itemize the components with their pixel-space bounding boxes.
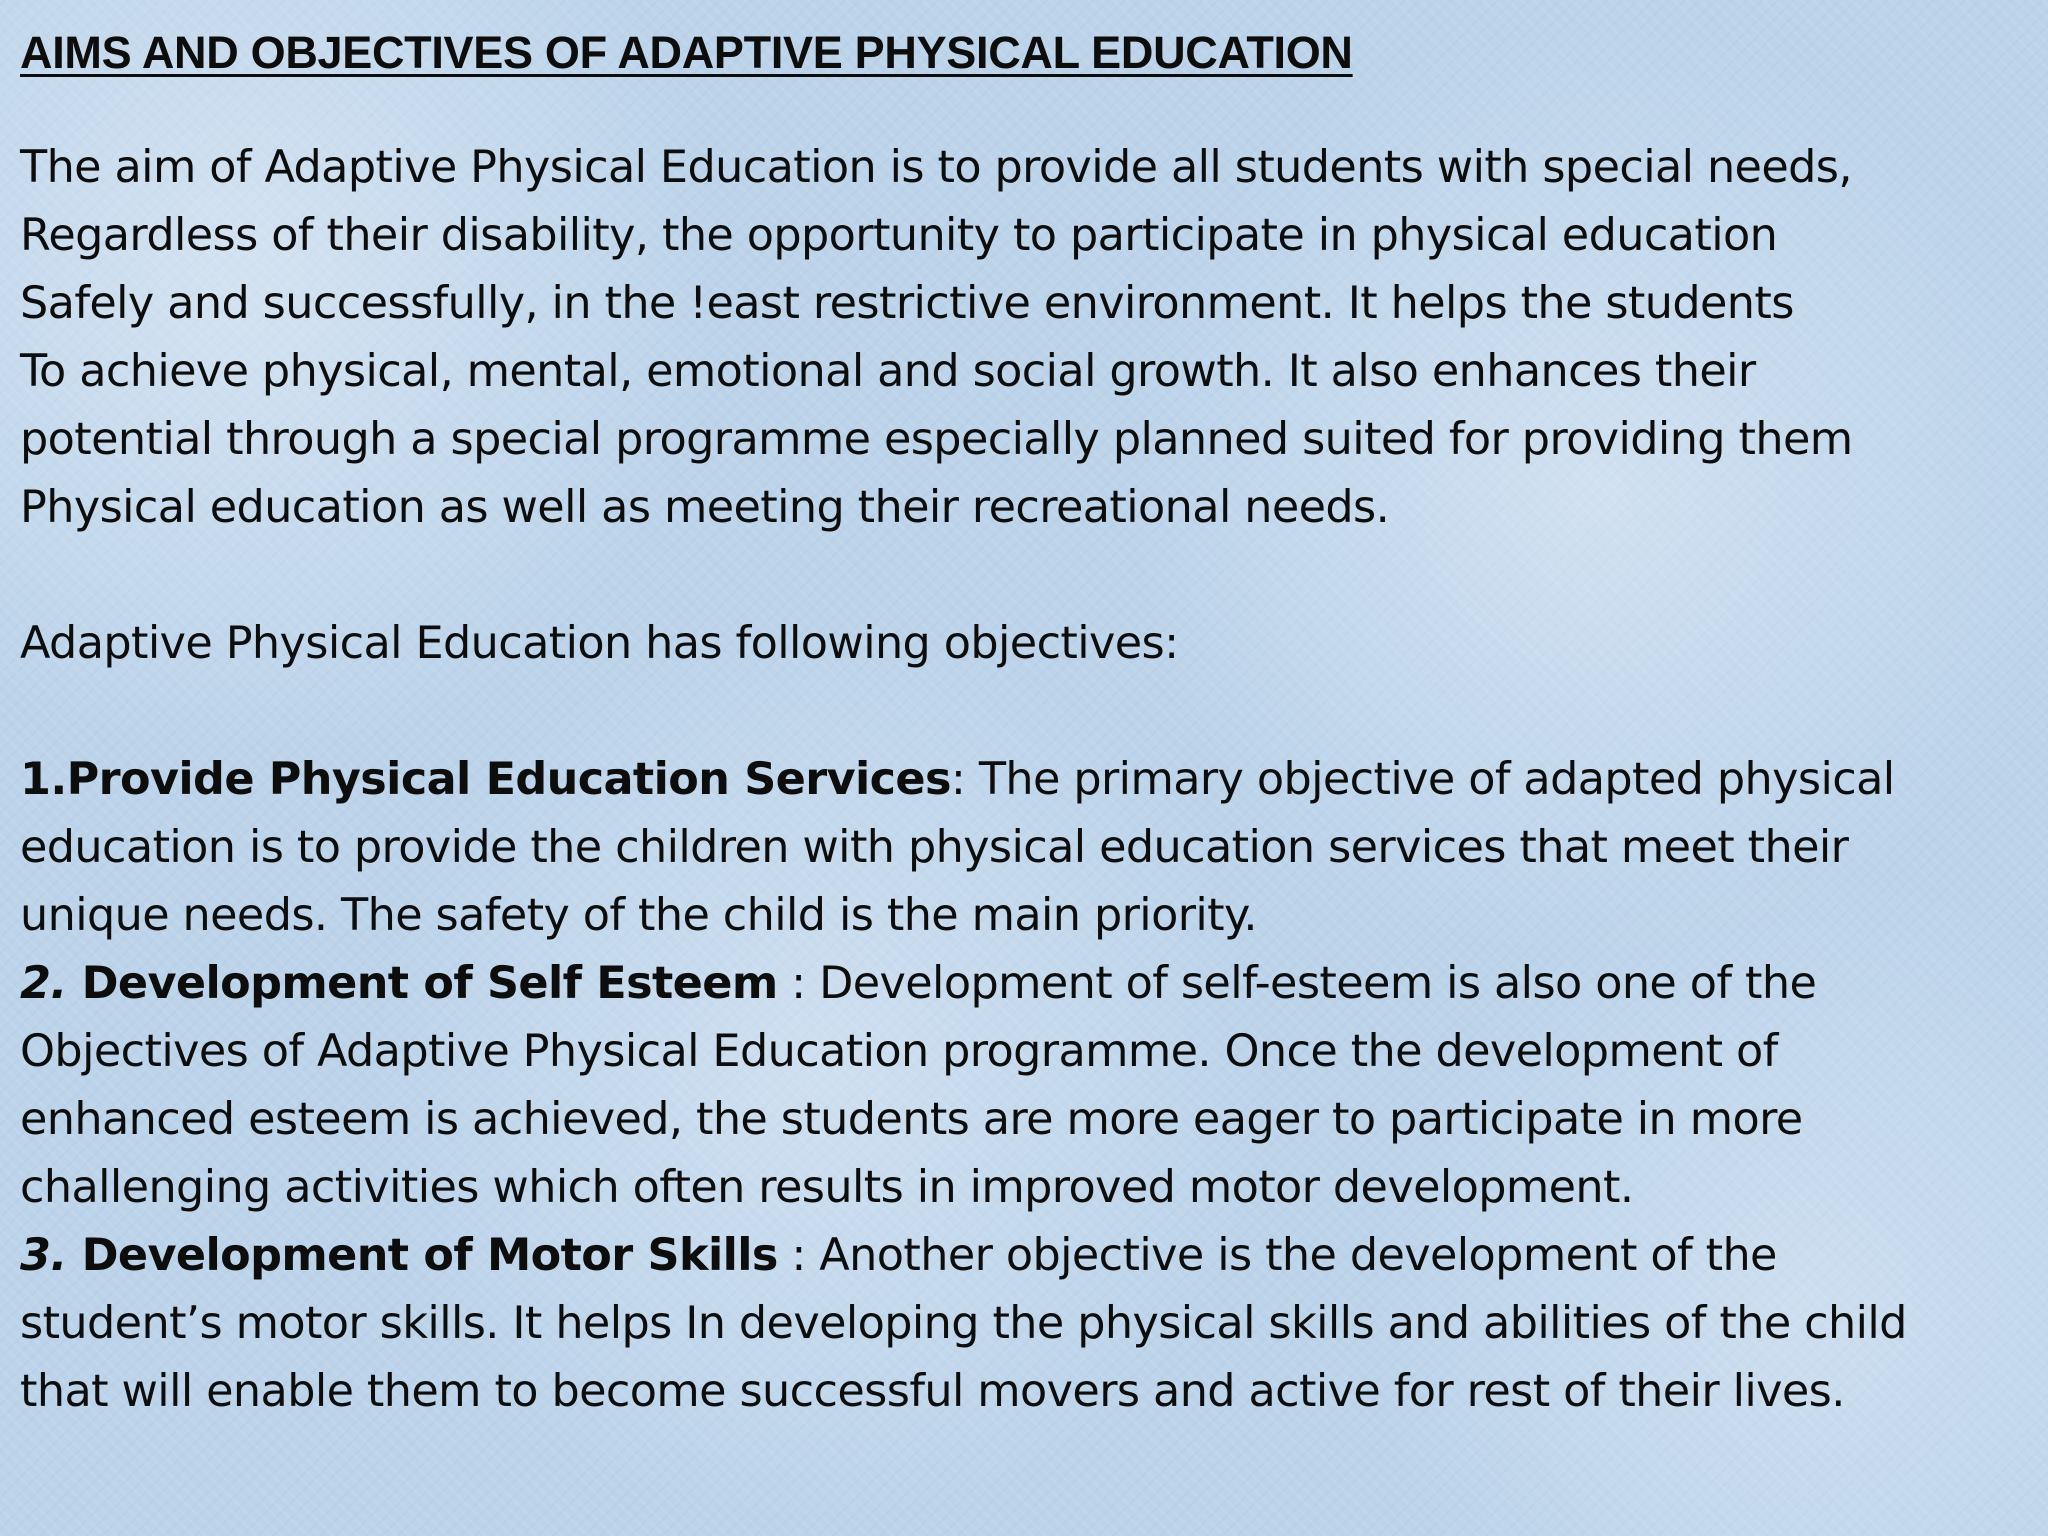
objective-3-line: student’s motor skills. It helps In developing the physical skills and abilities of the child: [20, 1298, 1907, 1349]
objective-2-line: enhanced esteem is achieved, the students are more eager to participate in more: [20, 1094, 1803, 1145]
spacer: [20, 82, 2030, 134]
objective-2-line: challenging activities which often results in improved motor development.: [20, 1162, 1634, 1213]
objective-2-line: Objectives of Adaptive Physical Education programme. Once the development of: [20, 1026, 1778, 1077]
spacer: [20, 542, 2030, 610]
objective-3-text: : Another objective is the development of the: [777, 1230, 1777, 1281]
spacer: [20, 678, 2030, 746]
objectives-list: [20, 746, 2030, 1426]
objective-3-line: [20, 1222, 2030, 1290]
objective-3-number: 3.: [20, 1230, 67, 1281]
slide-content: [20, 24, 2030, 1426]
objective-2-text: : Development of self-esteem is also one of the: [777, 958, 1817, 1009]
aim-line: Safely and successfully, in the !east restrictive environment. It helps the students: [20, 278, 1794, 329]
aim-paragraph: [20, 134, 2030, 542]
objectives-intro: [20, 610, 2030, 678]
objective-2-number: 2.: [20, 958, 67, 1009]
aim-line: potential through a special programme especially planned suited for providing them: [20, 414, 1853, 465]
objectives-intro-text: Adaptive Physical Education has following objectives:: [20, 618, 1179, 669]
objective-3-heading: Development of Motor Skills: [66, 1230, 778, 1281]
objective-3-line: that will enable them to become successful movers and active for rest of their lives.: [20, 1366, 1845, 1417]
aim-line: To achieve physical, mental, emotional and social growth. It also enhances their: [20, 346, 1756, 397]
objective-1-text: : The primary objective of adapted physical: [950, 754, 1895, 805]
objective-1-line: unique needs. The safety of the child is the main priority.: [20, 890, 1257, 941]
objective-1-line: [20, 746, 2030, 814]
objective-1-heading: 1.Provide Physical Education Services: [20, 754, 951, 805]
aim-line: The aim of Adaptive Physical Education is to provide all students with special needs,: [20, 142, 1852, 193]
aim-line: Physical education as well as meeting their recreational needs.: [20, 482, 1390, 533]
objective-2-heading: Development of Self Esteem: [66, 958, 778, 1009]
objective-2-line: [20, 950, 2030, 1018]
aim-line: Regardless of their disability, the opportunity to participate in physical education: [20, 210, 1778, 261]
objective-1-line: education is to provide the children with physical education services that meet their: [20, 822, 1849, 873]
page-title: AIMS AND OBJECTIVES OF ADAPTIVE PHYSICAL EDUCATION: [20, 27, 1353, 78]
